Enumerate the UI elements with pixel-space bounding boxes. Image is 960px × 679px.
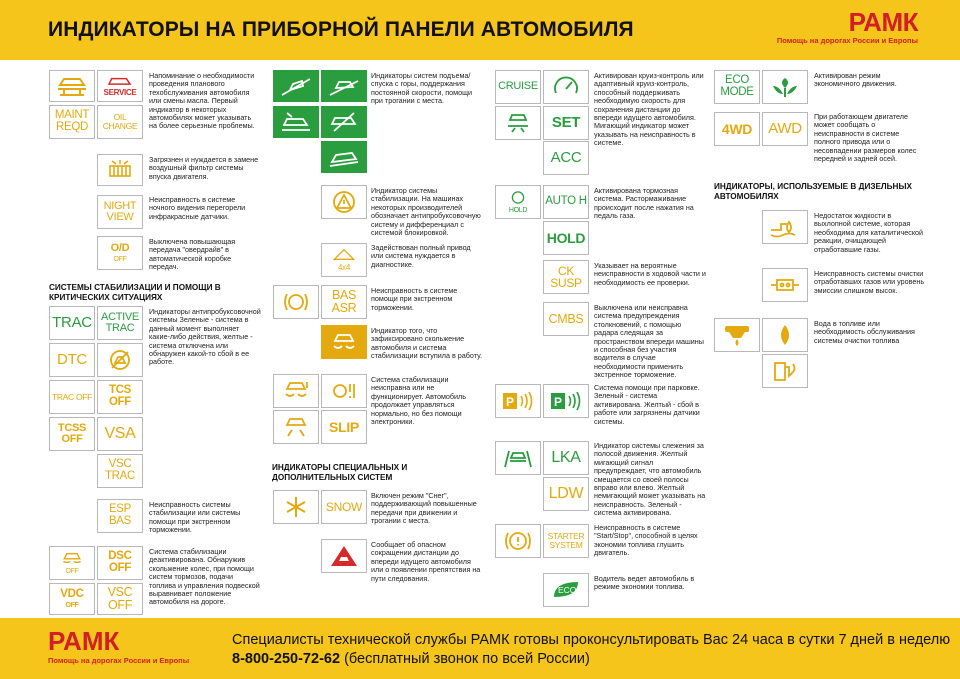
4x4-icon-box	[321, 243, 367, 277]
oil-change-icon-box	[97, 105, 143, 139]
footer-logo-tagline: Помощь на дорогах России и Европы	[48, 656, 190, 665]
brake-disc-icon	[278, 289, 314, 315]
desc-cmbs: Выключена или неисправна система предупреждения столкновений, с помощью радара следящая за пространством впереди машины и способная без участия водителя в случае необходимости применить экстренное торможение.	[594, 303, 704, 380]
air-filter-icon	[102, 157, 138, 183]
4wd-label: 4WD	[721, 120, 753, 137]
desc-od-off: Выключена повышающая передача "овердрайв" в автоматической коробке передач.	[149, 237, 236, 272]
vsc-off-icon-box	[97, 583, 143, 615]
ldw-icon-box	[543, 477, 589, 511]
cmbs-label: CMBS	[548, 311, 584, 326]
maintenance-wrench-icon-box	[49, 70, 95, 102]
vdc-off-sub-label: OFF	[65, 601, 79, 609]
car-ascent-icon	[278, 109, 314, 135]
exhaust-fluid-icon	[767, 214, 803, 240]
fuel-drop-icon-box	[762, 318, 808, 352]
lane-keep-icon	[500, 445, 536, 471]
brake-assist-icon-box	[273, 285, 319, 319]
cruise-label: CRUISE	[498, 80, 538, 93]
esp-bas-label: ESP BAS	[108, 503, 132, 527]
desc-bas-asr: Неисправность в системе помощи при экстренном торможении.	[371, 286, 458, 312]
section-title-diesel: ИНДИКАТОРЫ, ИСПОЛЬЗУЕМЫЕ В ДИЗЕЛЬНЫХ АВТОМОБИЛЯХ	[714, 182, 912, 201]
hill-start-icon	[326, 73, 362, 99]
desc-skid-active: Индикатор того, что зафиксировано скольжение автомобиля и система стабилизации вступила в работу.	[371, 326, 482, 361]
trac-label: TRAC	[52, 314, 92, 332]
lka-icon-box	[543, 441, 589, 475]
ck-susp-icon-box	[543, 260, 589, 294]
eco-plant-icon-box	[762, 70, 808, 104]
desc-water-fuel: Вода в топливе или необходимость обслуживания системы очистки топлива	[814, 319, 915, 345]
section-title-stabilization: СИСТЕМЫ СТАБИЛИЗАЦИИ И ПОМОЩИ В КРИТИЧЕСКИХ СИТУАЦИЯХ	[49, 283, 221, 302]
skid-car-icon	[59, 551, 85, 565]
active-trac-icon-box	[97, 306, 143, 340]
dsc-off-label: DSC OFF	[108, 550, 132, 574]
svg-text:P: P	[554, 395, 563, 409]
parking-green-icon-box	[543, 384, 589, 418]
desc-night-view: Неисправность в системе ночного видения перегорели инфракрасные датчики.	[149, 195, 246, 221]
parking-sensor-green-icon	[548, 388, 584, 414]
desc-eco-mode: Активирован режим экономичного движения.	[814, 71, 897, 89]
parking-sensor-amber-icon	[500, 388, 536, 414]
lka-label: LKA	[551, 448, 581, 466]
phone-number[interactable]: 8-800-250-72-62	[232, 651, 341, 667]
esp-bas-icon-box	[97, 499, 143, 533]
desc-hold: Активирована тормозная система. Растормаживание происходит после нажатия на педаль газа.	[594, 186, 694, 221]
desc-4x4: Задействован полный привод или система нуждается в диагностике.	[371, 243, 471, 269]
starter-system-label: STARTER SYSTEM	[547, 531, 585, 550]
4x4-label: 4x4	[338, 262, 350, 272]
set-label: SET	[551, 114, 581, 132]
snowflake-icon-box	[273, 490, 319, 524]
eco-leaf-icon	[548, 577, 584, 603]
hold-label: HOLD	[546, 229, 586, 246]
stability-fault-icon	[278, 378, 314, 404]
night-view-icon-box	[97, 195, 143, 229]
desc-parking: Система помощи при парковке. Зеленый - система активирована. Желтый - сбой в работе или загрязнены датчики системы.	[594, 383, 700, 426]
air-filter-icon-box	[97, 154, 143, 186]
od-label: O/D	[110, 242, 130, 255]
collision-warning-icon	[326, 543, 362, 569]
stability-off-sub-label: OFF	[65, 567, 79, 575]
page-title: ИНДИКАТОРЫ НА ПРИБОРНОЙ ПАНЕЛИ АВТОМОБИЛЯ	[48, 18, 634, 41]
stability-warning-icon-box	[321, 185, 367, 219]
snow-icon-box	[321, 490, 367, 524]
hill-descent-icon	[278, 73, 314, 99]
desc-esp-bas: Неисправность системы стабилизации или системы помощи при экстренном торможении.	[149, 500, 241, 535]
snow-label: SNOW	[325, 499, 363, 514]
bas-asr-icon-box	[321, 285, 367, 319]
eco-mode-icon-box	[714, 70, 760, 104]
desc-lane: Индикатор системы слежения за полосой движения. Желтый мигающий сигнал предупреждает, что автомобиль смещается со своей полосы вправо или влево. Желтый немигающий может указывать на неисправность. Зеленый - система активирована.	[594, 441, 706, 518]
warning-triangle-icon	[326, 189, 362, 215]
desc-stability-indicator: Индикатор системы стабилизации. На машинах некоторых производителей обозначает антипробуксовочную систему и дифференциал с системой блокировкой.	[371, 186, 481, 238]
dsc-off-icon-box	[97, 546, 143, 580]
slip-icon-box	[321, 410, 367, 444]
footer-bar	[0, 618, 960, 679]
incline-car-icon	[326, 144, 362, 170]
eco-leaf-icon-box	[543, 573, 589, 607]
acc-label: ACC	[550, 149, 582, 167]
start-stop-warning-icon-box	[495, 524, 541, 558]
service-icon-box	[97, 70, 143, 102]
incline-assist-icon-box	[321, 141, 367, 173]
auto-h-icon-box	[543, 185, 589, 219]
eco-mode-label: ECO MODE	[720, 74, 754, 98]
footer-phone-line	[232, 651, 590, 667]
tcss-off-label: TCSS OFF	[57, 421, 87, 445]
ck-susp-label: CK SUSP	[550, 263, 582, 290]
hold-small-label: HOLD	[508, 207, 528, 214]
water-in-fuel-icon-box	[714, 318, 760, 352]
ldw-label: LDW	[548, 484, 584, 502]
section-title-special: ИНДИКАТОРЫ СПЕЦИАЛЬНЫХ И ДОПОЛНИТЕЛЬНЫХ СИСТЕМ	[272, 463, 408, 482]
hill-speed-icon-box	[273, 106, 319, 138]
footer-logo-wordmark: РАМК	[48, 626, 120, 656]
skidding-car-icon	[326, 329, 362, 355]
logo-tagline: Помощь на дорогах России и Европы	[776, 36, 918, 45]
lateral-slip-icon	[278, 414, 314, 440]
dtc-icon-box	[49, 343, 95, 377]
speedometer-icon-box	[543, 70, 589, 104]
exclamation-circle-icon	[500, 528, 536, 554]
steering-fault-icon	[326, 378, 362, 404]
4wd-icon-box	[714, 112, 760, 146]
svg-text:P: P	[506, 395, 515, 409]
desc-snow: Включен режим "Снег", поддерживающий повышенные передачи при движении и трогании с места.	[371, 491, 477, 526]
header-bar	[0, 0, 960, 60]
stability-fault-3-icon-box	[273, 410, 319, 444]
water-in-fuel-icon	[719, 322, 755, 348]
exhaust-filter-icon-box	[762, 268, 808, 302]
skid-active-icon-box	[321, 325, 367, 359]
stability-fault-2-icon-box	[321, 374, 367, 408]
traction-off-icon	[102, 347, 138, 373]
vsc-trac-label: VSC TRAC	[104, 458, 136, 482]
desc-stability-off: Система стабилизации деактивирована. Обнаружив скольжение колес, при помощи систем тормозов, подачи топлива и управления подвеской выравнивает положение автомобиля на дороге.	[149, 547, 260, 607]
exhaust-filter-icon	[767, 272, 803, 298]
stability-off-icon-box	[49, 546, 95, 580]
slip-label: SLIP	[329, 418, 359, 435]
phone-note: (бесплатный звонок по всей России)	[344, 651, 590, 667]
oil-change-label: OIL CHANGE	[102, 112, 138, 131]
hold-circle-icon-box	[495, 185, 541, 219]
desc-hill-systems: Индикаторы систем подъема/спуска с горы, поддержания постоянной скорости, помощи при трогании с места.	[371, 71, 472, 106]
desc-starter: Неисправность в системе "Start/Stop", способной в целях экономии топлива глушить двигатель.	[594, 523, 698, 558]
trac-off-icon-box	[49, 380, 95, 414]
starter-system-icon-box	[543, 524, 589, 558]
hold-icon-box	[543, 221, 589, 255]
bas-asr-label: BAS ASR	[331, 288, 357, 315]
desc-4wd: При работающем двигателе может сообщать о неисправности в системе полного привода или о несовпадении размеров колес передней и задней осей.	[814, 112, 917, 164]
vdc-off-icon-box	[49, 583, 95, 615]
maint-reqd-label: MAINT REQD	[54, 109, 90, 133]
4x4-warning-icon	[332, 248, 356, 261]
fuel-filter-icon-box	[762, 354, 808, 388]
adaptive-cruise-icon	[500, 110, 536, 136]
fuel-pump-icon	[767, 358, 803, 384]
awd-label: AWD	[768, 120, 802, 138]
cruise-icon-box	[495, 70, 541, 104]
desc-air-filter: Загрязнен и нуждается в замене воздушный фильтр системы впуска двигателя.	[149, 155, 259, 181]
eco-plant-icon	[767, 74, 803, 100]
exhaust-fluid-icon-box	[762, 210, 808, 244]
od-off-sub-label: OFF	[113, 255, 127, 263]
tcs-off-icon-box	[97, 380, 143, 414]
header-logo	[776, 7, 918, 45]
adaptive-cruise-icon-box	[495, 106, 541, 140]
brake-hold-icon	[506, 190, 530, 205]
od-off-icon-box	[97, 236, 143, 270]
cmbs-icon-box	[543, 302, 589, 336]
auto-h-label: AUTO H	[545, 195, 587, 208]
hill-start-icon-box	[321, 70, 367, 102]
night-view-label: NIGHT VIEW	[103, 199, 137, 223]
fuel-drop-icon	[767, 322, 803, 348]
vsc-off-label: VSC OFF	[107, 585, 133, 612]
vdc-label: VDC	[60, 588, 84, 601]
stability-fault-1-icon-box	[273, 374, 319, 408]
vsa-label: VSA	[104, 424, 136, 442]
desc-maintenance: Напоминание о необходимости проведения планового техобслуживания автомобиля или смены масла. Первый индикатор в некоторых автомобилях может указывать на более серьезные проблемы.	[149, 71, 255, 131]
active-trac-label: ACTIVE TRAC	[101, 310, 139, 334]
footer-logo	[48, 626, 190, 665]
snowflake-icon	[278, 494, 314, 520]
set-icon-box	[543, 106, 589, 140]
dtc-label: DTC	[57, 351, 87, 369]
awd-icon-box	[762, 112, 808, 146]
trac-off-label: TRAC OFF	[51, 391, 93, 402]
parking-amber-icon-box	[495, 384, 541, 418]
acc-icon-box	[543, 141, 589, 175]
maint-reqd-icon-box	[49, 105, 95, 139]
service-car-icon	[106, 75, 134, 86]
trac-icon-box	[49, 306, 95, 340]
footer-support-text: Специалисты технической службы РАМК готовы проконсультировать Вас 24 часа в сутки 7 дней в неделю	[232, 632, 951, 648]
logo-wordmark: РАМК	[848, 7, 918, 37]
speedometer-icon	[548, 74, 584, 100]
descent-control-icon	[326, 109, 362, 135]
hill-control-off-icon-box	[321, 106, 367, 138]
vsc-trac-icon-box	[97, 454, 143, 488]
hill-descent-icon-box	[273, 70, 319, 102]
desc-stability-fault: Система стабилизации неисправна или не функционирует. Автомобиль продолжает управляться нормально, но без помощи электроники.	[371, 375, 467, 427]
collision-warning-icon-box	[321, 539, 367, 573]
desc-ck-susp: Указывает на вероятные неисправности в ходовой части и необходимость ее проверки.	[594, 261, 706, 287]
car-lift-icon	[54, 73, 90, 99]
desc-eco-driving: Водитель ведет автомобиль в режиме экономии топлива.	[594, 574, 695, 592]
svg-text:ECO: ECO	[558, 585, 577, 595]
desc-trac: Индикаторы антипробуксовочной системы Зеленые - система в данный момент выполняет какие-либо действия, желтые - система отключена или обнаружен какой-то сбой в ее работе.	[149, 307, 261, 367]
tcs-off-label: TCS OFF	[108, 384, 132, 408]
desc-cruise: Активирован круиз-контроль или адаптивный круиз-контроль, способный поддерживать необходимую скорость для сохранения дистанции до впереди идущего автомобиля. Мигающий индикатор может указывать на неисправность в системе.	[594, 71, 704, 148]
lane-car-icon-box	[495, 441, 541, 475]
desc-exhaust-filter: Неисправность системы очистки отработавших газов или уровень эмиссии слишком высок.	[814, 269, 925, 295]
skid-off-icon-box	[97, 343, 143, 377]
tcss-off-icon-box	[49, 417, 95, 451]
desc-exhaust-fluid: Недостаток жидкости в выхлопной системе, которая необходима для каталитической реакции, очищающей отработавшие газы.	[814, 211, 924, 254]
desc-collision: Сообщает об опасном сокращении дистанции до впереди идущего автомобиля или о появлении препятствия на пути следования.	[371, 540, 481, 583]
service-label: SERVICE	[103, 87, 137, 97]
vsa-icon-box	[97, 417, 143, 451]
